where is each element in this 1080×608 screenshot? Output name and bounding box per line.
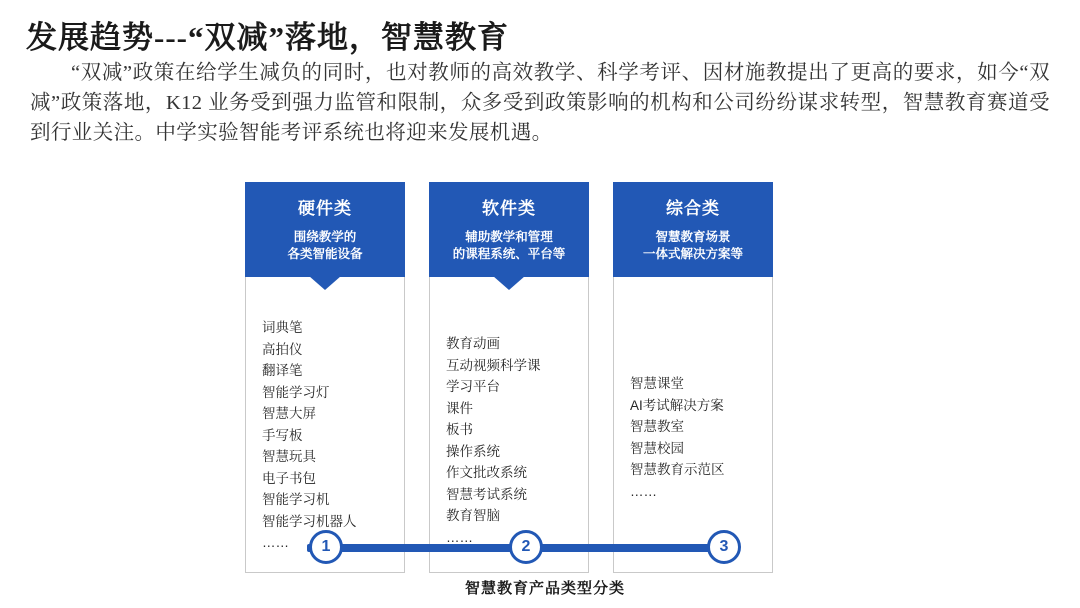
list-item: 智慧考试系统 [446, 486, 527, 502]
category-column-hardware [245, 182, 405, 573]
list-item: 智慧教室 [630, 419, 684, 434]
list-item: 智慧课堂 [630, 376, 684, 391]
category-header-hardware [245, 182, 405, 277]
list-item: 教育智脑 [446, 508, 500, 523]
list-item: 学习平台 [446, 379, 500, 394]
list-item: 课件 [446, 400, 473, 416]
category-header-comprehensive [613, 182, 773, 277]
step-node-2: 2 [509, 530, 543, 564]
list-item: 智慧校园 [630, 440, 684, 456]
category-subtitle-line1: 辅助教学和管理 [465, 230, 553, 244]
list-item: AI考试解决方案 [630, 397, 724, 413]
list-item: 板书 [446, 422, 473, 437]
list-item: 智慧大屏 [262, 406, 316, 421]
step-node-3: 3 [707, 530, 741, 564]
list-item: 高拍仪 [262, 341, 303, 357]
category-subtitle-line1: 围绕教学的 [293, 230, 357, 244]
list-item: 智能学习机器人 [262, 513, 357, 529]
list-item: 翻译笔 [262, 363, 303, 378]
product-category-diagram [245, 182, 845, 597]
category-items-hardware [245, 277, 405, 573]
category-subtitle-line2: 的课程系统、平台等 [452, 247, 566, 261]
list-item: …… [262, 535, 289, 550]
list-item: 作文批改系统 [446, 465, 527, 480]
category-title: 综合类 [666, 199, 720, 218]
list-item: 教育动画 [446, 336, 500, 351]
category-subtitle-line1: 智慧教育场景 [655, 230, 731, 244]
list-item: 智慧玩具 [262, 449, 316, 464]
list-item: …… [630, 483, 657, 499]
category-header-software [429, 182, 589, 277]
diagram-columns [245, 182, 845, 573]
page-title: 发展趋势---“双减”落地，智慧教育 [26, 20, 509, 55]
category-column-software [429, 182, 589, 573]
body-paragraph: “双减”政策在给学生减负的同时，也对教师的高效教学、科学考评、因材施教提出了更高的要求，如今“双减”政策落地，K12 业务受到强力监管和限制，众多受到政策影响的机构和公司纷纷谋求转型，智慧教育赛道受到行业关注。中学实验智能考评系统也将迎来发展机遇。 [30, 62, 1050, 144]
step-node-1: 1 [309, 530, 343, 564]
category-items-software [429, 277, 589, 573]
list-item: …… [446, 529, 473, 545]
category-title: 软件类 [482, 199, 536, 218]
list-item: 智慧教育示范区 [630, 462, 725, 477]
list-item: 电子书包 [262, 470, 316, 486]
list-item: 手写板 [262, 427, 303, 443]
category-items-comprehensive [613, 277, 773, 573]
category-title: 硬件类 [298, 199, 352, 218]
category-subtitle-line2: 一体式解决方案等 [642, 247, 743, 261]
list-item: 智能学习灯 [262, 384, 330, 400]
list-item: 词典笔 [262, 320, 303, 335]
diagram-caption: 智慧教育产品类型分类 [464, 580, 625, 597]
list-item: 智能学习机 [262, 492, 330, 507]
category-subtitle-line2: 各类智能设备 [287, 247, 363, 261]
list-item: 操作系统 [446, 443, 500, 459]
list-item: 互动视频科学课 [446, 357, 541, 373]
arrow-down-icon [309, 276, 341, 290]
arrow-down-icon [493, 276, 525, 290]
category-column-comprehensive [613, 182, 773, 573]
